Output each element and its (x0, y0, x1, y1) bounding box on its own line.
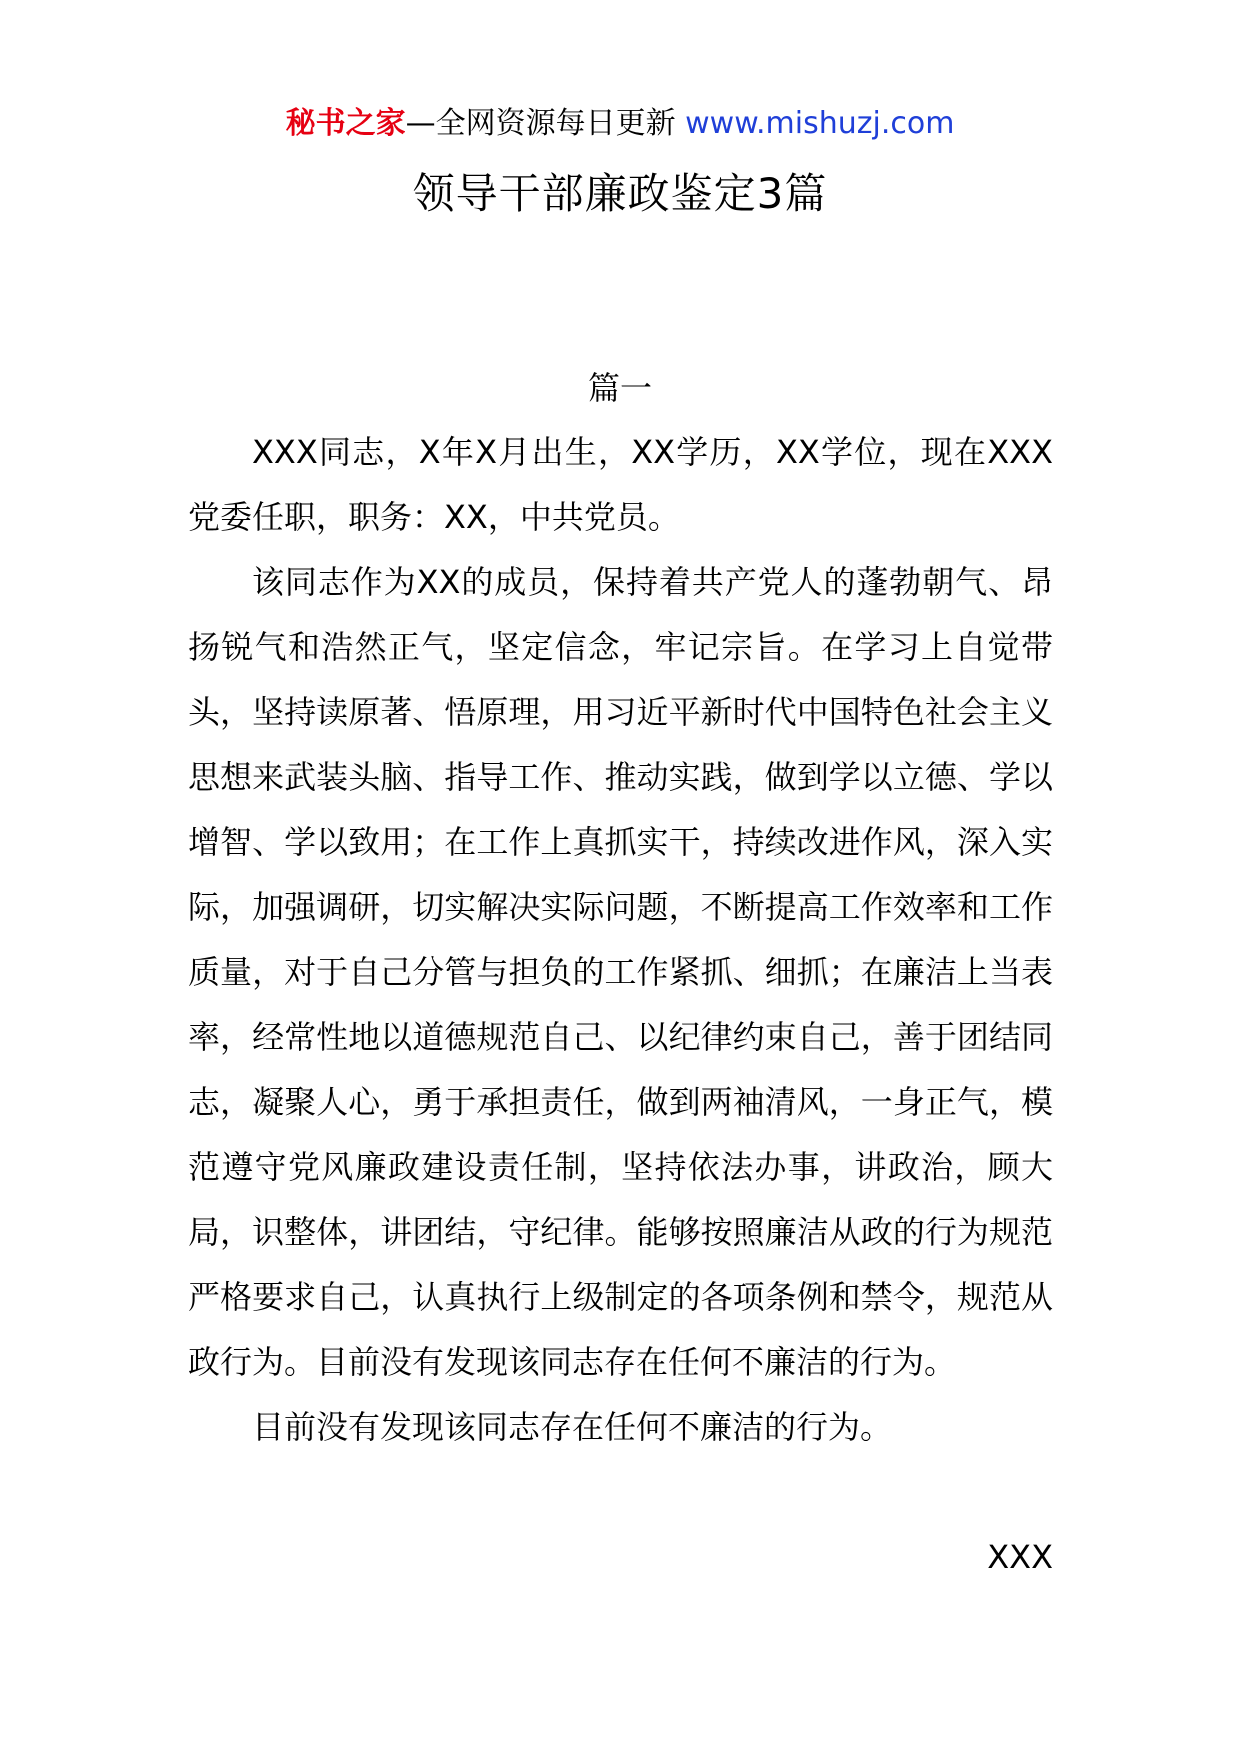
banner-url-link[interactable]: www.mishuzj.com (685, 106, 955, 141)
document-body (188, 420, 1053, 1460)
signature: XXX (987, 1538, 1053, 1576)
paragraph: XXX同志，X年X月出生，XX学历，XX学位，现在XXX党委任职，职务：XX，中共党员。 (188, 433, 1053, 536)
document-title: 领导干部廉政鉴定3篇 (412, 169, 828, 218)
paragraph: 该同志作为XX的成员，保持着共产党人的蓬勃朝气、昂扬锐气和浩然正气，坚定信念，牢记宗旨。在学习上自觉带头，坚持读原著、悟原理，用习近平新时代中国特色社会主义思想来武装头脑、指导工作、推动实践，做到学以立德、学以增智、学以致用；在工作上真抓实干，持续改进作风，深入实际，加强调研，切实解决实际问题，不断提高工作效率和工作质量，对于自己分管与担负的工作紧抓、细抓；在廉洁上当表率，经常性地以道德规范自己、以纪律约束自己，善于团结同志，凝聚人心，勇于承担责任，做到两袖清风，一身正气，模范遵守党风廉政建设责任制，坚持依法办事，讲政治，顾大局，识整体，讲团结，守纪律。能够按照廉洁从政的行为规范严格要求自己，认真执行上级制定的各项条例和禁令，规范从政行为。目前没有发现该同志存在任何不廉洁的行为。 (188, 563, 1053, 1381)
banner-brand: 秘书之家 (285, 106, 406, 141)
banner-tagline: —全网资源每日更新 (405, 106, 676, 141)
paragraph: 目前没有发现该同志存在任何不廉洁的行为。 (252, 1408, 893, 1446)
section-heading: 篇一 (587, 369, 652, 407)
site-banner (0, 102, 1240, 146)
